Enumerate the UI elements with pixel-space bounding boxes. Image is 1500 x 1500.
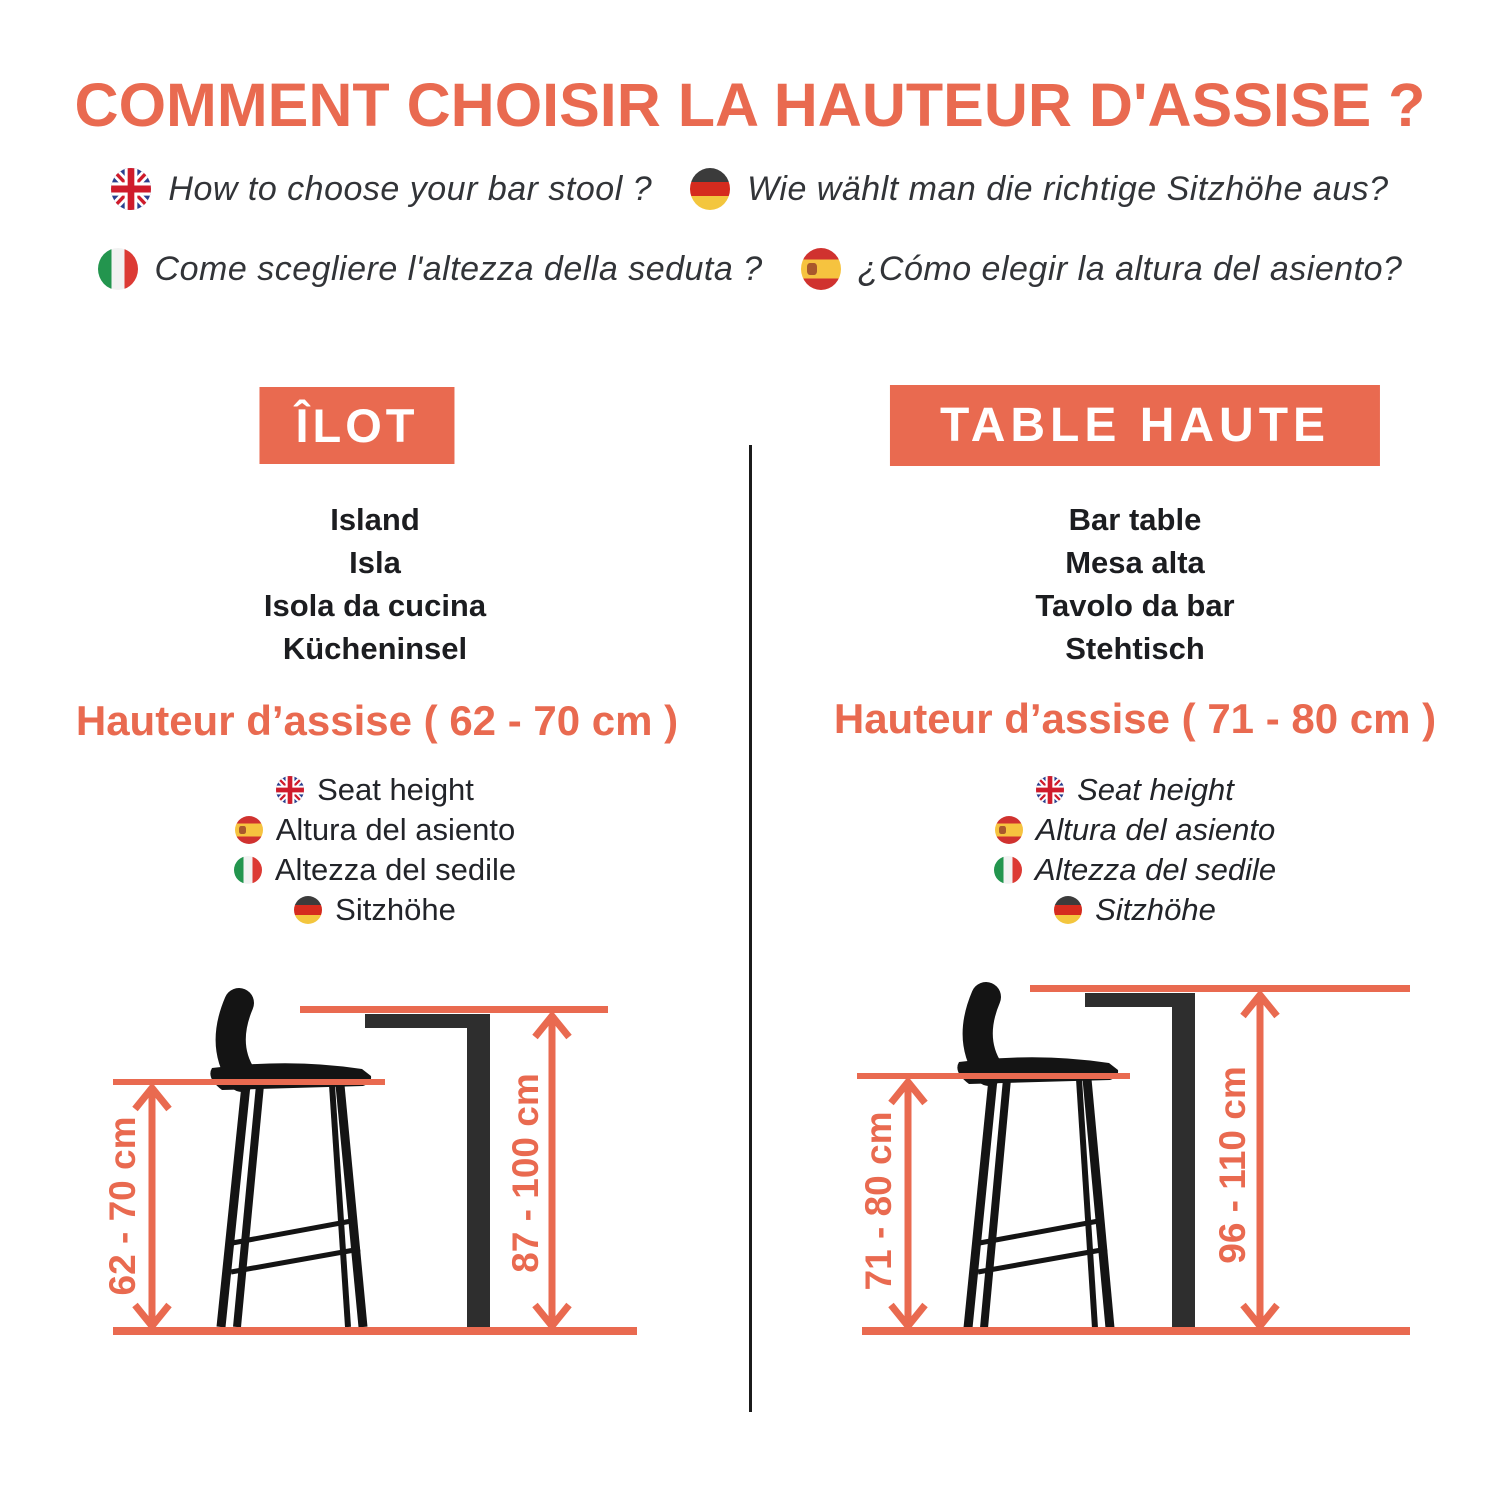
seat-height-range: 71 - 80 cm <box>857 1111 899 1291</box>
stool-silhouette <box>221 1003 363 1327</box>
seat-level-line <box>857 1073 1130 1079</box>
italy-flag-icon <box>234 856 262 884</box>
intro-item-italian <box>98 248 763 290</box>
table-haute-header: TABLE HAUTE <box>890 385 1380 466</box>
ilot-name-es: Isla <box>349 545 401 580</box>
table-haute-seat-height-label: Hauteur d’assise ( 71 - 80 cm ) <box>833 695 1437 742</box>
uk-flag-icon <box>111 168 151 210</box>
spain-emblem <box>807 263 817 276</box>
table-top-line <box>1030 985 1410 992</box>
trans-row-german <box>294 890 456 930</box>
intro-text-spanish: ¿Cómo elegir la altura del asiento? <box>857 249 1403 288</box>
table-top-line <box>300 1006 608 1013</box>
trans-row-spanish <box>235 810 516 850</box>
trans-text-italian: Altezza del sedile <box>1034 852 1277 887</box>
trans-text-german: Sitzhöhe <box>335 892 456 927</box>
trans-text-italian: Altezza del sedile <box>274 852 517 887</box>
intro-item-german <box>690 168 1388 210</box>
trans-row-italian <box>234 850 516 890</box>
table-haute-seat-height-translations <box>760 770 1500 930</box>
table-haute-name-it: Tavolo da bar <box>1035 588 1235 623</box>
germany-flag-icon <box>690 168 730 210</box>
trans-text-english: Seat height <box>1077 772 1234 807</box>
intro-item-spanish <box>801 248 1403 290</box>
ilot-header: ÎLOT <box>259 387 454 464</box>
ilot-name-de: Kücheninsel <box>282 631 468 666</box>
trans-row-spanish <box>995 810 1276 850</box>
intro-item-english <box>111 168 652 210</box>
germany-flag-icon <box>294 896 322 924</box>
ilot-name-translations <box>0 498 750 670</box>
seat-height-range: 62 - 70 cm <box>101 1116 143 1296</box>
trans-row-english <box>1036 770 1234 810</box>
italy-flag-icon <box>98 248 138 290</box>
spain-emblem <box>999 826 1006 834</box>
trans-text-english: Seat height <box>317 772 474 807</box>
trans-text-german: Sitzhöhe <box>1095 892 1216 927</box>
trans-text-spanish: Altura del asiento <box>275 812 516 847</box>
trans-row-german <box>1054 890 1216 930</box>
trans-text-spanish: Altura del asiento <box>1035 812 1276 847</box>
ilot-seat-height-translations <box>0 770 750 930</box>
floor-line <box>862 1327 1410 1335</box>
stool-silhouette <box>957 997 1118 1328</box>
table-height-range: 87 - 100 cm <box>504 1073 546 1273</box>
ilot-name-it: Isola da cucina <box>263 588 487 623</box>
ilot-seat-height-label: Hauteur d’assise ( 62 - 70 cm ) <box>75 697 679 744</box>
italy-flag-icon <box>994 856 1022 884</box>
table-silhouette <box>365 1014 490 1330</box>
table-haute-name-es: Mesa alta <box>1065 545 1205 580</box>
floor-line <box>113 1327 637 1335</box>
intro-row-1 <box>0 168 1500 210</box>
uk-flag-icon <box>1036 776 1064 804</box>
spain-flag-icon <box>235 816 263 844</box>
intro-text-german: Wie wählt man die richtige Sitzhöhe aus? <box>747 169 1389 208</box>
page-title: COMMENT CHOISIR LA HAUTEUR D'ASSISE ? <box>74 71 1426 139</box>
stool-seat <box>210 1063 371 1090</box>
table-haute-diagram <box>845 973 1415 1363</box>
table-haute-name-translations <box>760 498 1500 670</box>
spain-emblem <box>239 826 246 834</box>
ilot-name-en: Island <box>330 502 420 537</box>
table-haute-name-de: Stehtisch <box>1065 631 1205 666</box>
intro-text-english: How to choose your bar stool ? <box>168 169 653 208</box>
spain-flag-icon <box>995 816 1023 844</box>
ilot-diagram <box>100 973 670 1363</box>
table-height-range: 96 - 110 cm <box>1211 1066 1253 1264</box>
germany-flag-icon <box>1054 896 1082 924</box>
trans-row-italian <box>994 850 1276 890</box>
intro-text-italian: Come scegliere l'altezza della seduta ? <box>154 249 763 288</box>
uk-flag-icon <box>276 776 304 804</box>
trans-row-english <box>276 770 474 810</box>
spain-flag-icon <box>801 248 841 290</box>
table-haute-name-en: Bar table <box>1068 502 1202 537</box>
intro-row-2 <box>0 248 1500 290</box>
seat-level-line <box>113 1079 385 1085</box>
